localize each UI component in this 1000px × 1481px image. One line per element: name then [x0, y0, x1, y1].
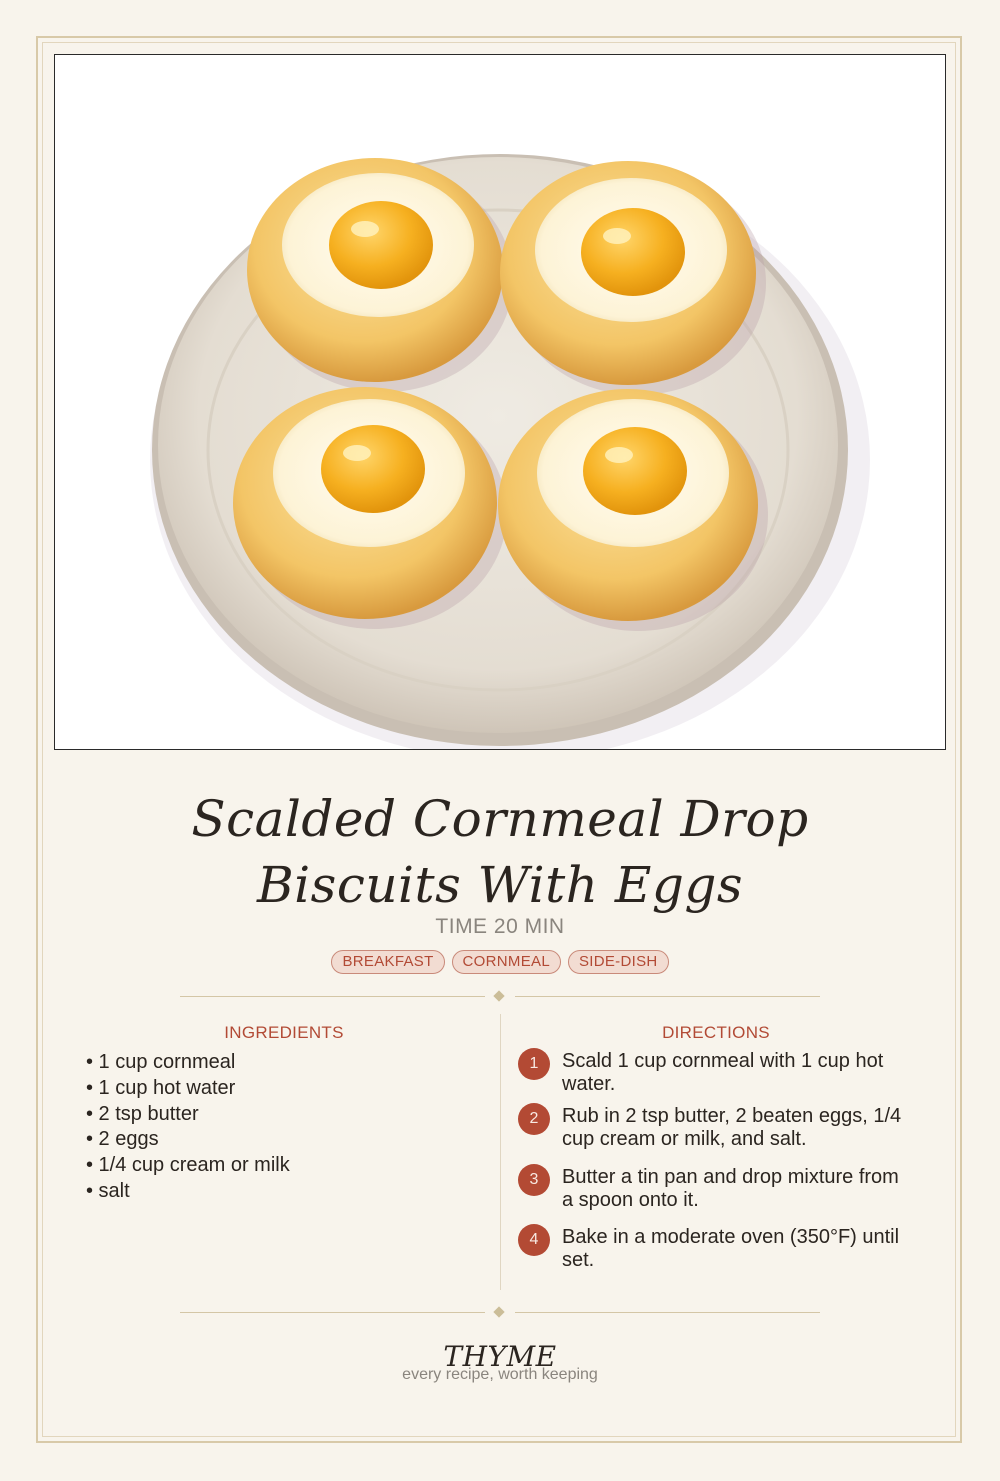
recipe-title: Scalded Cornmeal Drop Biscuits With Eggs — [191, 790, 809, 914]
tag-list — [0, 950, 1000, 974]
directions-heading: DIRECTIONS — [662, 1023, 770, 1042]
ingredient-item: • 1/4 cup cream or milk — [86, 1154, 290, 1177]
ingredient-item: • 1 cup cornmeal — [86, 1051, 236, 1073]
step-text: Scald 1 cup cornmeal with 1 cup hot water. — [562, 1050, 884, 1095]
ingredient-item: • 2 eggs — [86, 1128, 159, 1151]
brand-tagline: every recipe, worth keeping — [402, 1366, 598, 1383]
tag-breakfast[interactable]: BREAKFAST — [331, 950, 444, 974]
divider-diamond-icon — [493, 1306, 504, 1317]
column-separator — [500, 1014, 501, 1290]
biscuits-illustration — [55, 55, 945, 749]
recipe-time: TIME 20 MIN — [435, 915, 565, 938]
step-number-badge: 1 — [518, 1048, 550, 1080]
step-number-badge: 3 — [518, 1164, 550, 1196]
step-text: Bake in a moderate oven (350°F) until set. — [562, 1226, 900, 1271]
step-text: Butter a tin pan and drop mixture from a spoon onto it. — [562, 1166, 899, 1211]
brand-logo-text: THYME — [443, 1340, 557, 1373]
ingredients-list — [86, 1050, 486, 1205]
ingredient-item: • 2 tsp butter — [86, 1102, 199, 1125]
recipe-photo — [54, 54, 946, 750]
step-number-badge: 4 — [518, 1224, 550, 1256]
divider-diamond-icon — [493, 990, 504, 1001]
tag-side-dish[interactable]: SIDE-DISH — [568, 950, 669, 974]
divider-bottom — [180, 1307, 820, 1319]
ingredient-item: • salt — [86, 1179, 130, 1202]
tag-cornmeal[interactable]: CORNMEAL — [452, 950, 561, 974]
divider-top — [180, 991, 820, 1003]
ingredient-item: • 1 cup hot water — [86, 1076, 236, 1099]
ingredients-heading: INGREDIENTS — [224, 1023, 344, 1042]
step-number-badge: 2 — [518, 1103, 550, 1135]
step-text: Rub in 2 tsp butter, 2 beaten eggs, 1/4 cup cream or milk, and salt. — [562, 1105, 902, 1150]
